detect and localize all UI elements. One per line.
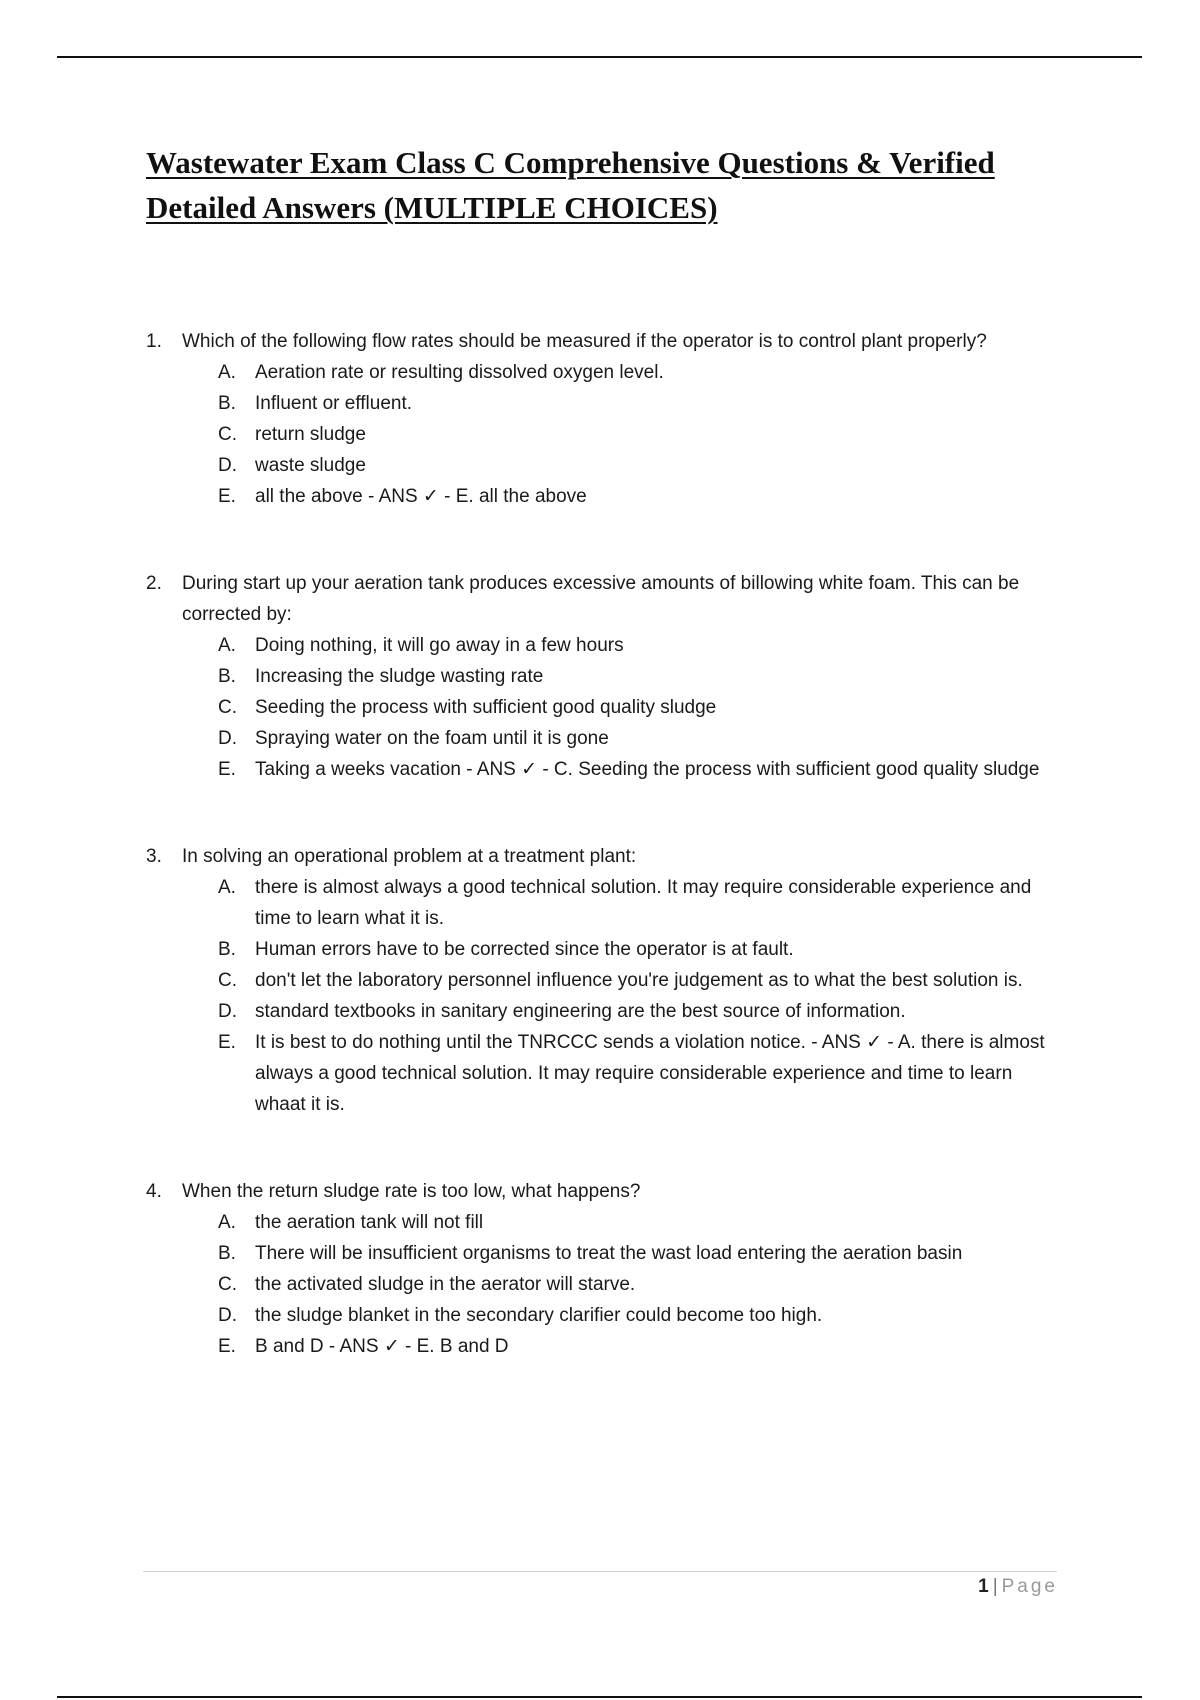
- question-2: [146, 568, 1066, 785]
- option-e: [218, 1027, 1066, 1120]
- option-letter: C.: [218, 697, 237, 718]
- option-a: [218, 357, 1066, 388]
- question-1: [146, 326, 1066, 512]
- option-list: [182, 872, 1066, 1120]
- option-a: [218, 630, 1066, 661]
- option-text: Aeration rate or resulting dissolved oxygen level.: [255, 362, 664, 383]
- option-text: Seeding the process with sufficient good quality sludge: [255, 697, 717, 718]
- option-d: [218, 996, 1066, 1027]
- option-text: standard textbooks in sanitary engineering are the best source of information.: [255, 1001, 906, 1022]
- document-title-text: Wastewater Exam Class C Comprehensive Questions & Verified Detailed Answers (MULTIPLE CHOICES): [146, 145, 995, 225]
- question-number: 3.: [146, 846, 162, 867]
- option-text: all the above - ANS ✓ - E. all the above: [255, 486, 587, 507]
- option-letter: E.: [218, 1032, 236, 1053]
- bottom-rule: [57, 1696, 1142, 1698]
- option-text: Taking a weeks vacation - ANS ✓ - C. Seeding the process with sufficient good quality sludge: [255, 759, 1040, 780]
- option-text: Doing nothing, it will go away in a few hours: [255, 635, 624, 656]
- option-b: [218, 388, 1066, 419]
- option-text: B and D - ANS ✓ - E. B and D: [255, 1336, 509, 1357]
- option-letter: E.: [218, 486, 236, 507]
- option-letter: E.: [218, 1336, 236, 1357]
- option-letter: C.: [218, 1274, 237, 1295]
- page-number: 1: [978, 1576, 989, 1597]
- question-text: Which of the following flow rates should be measured if the operator is to control plant properly?: [182, 331, 987, 352]
- option-e: [218, 1331, 1066, 1362]
- option-a: [218, 1207, 1066, 1238]
- option-letter: A.: [218, 362, 236, 383]
- option-c: [218, 419, 1066, 450]
- question-4: [146, 1176, 1066, 1362]
- footer-separator: |: [992, 1576, 998, 1597]
- option-c: [218, 965, 1066, 996]
- option-text: the aeration tank will not fill: [255, 1212, 484, 1233]
- option-letter: B.: [218, 1243, 236, 1264]
- option-text: waste sludge: [255, 455, 366, 476]
- option-letter: B.: [218, 393, 236, 414]
- option-letter: A.: [218, 877, 236, 898]
- document-title: [146, 140, 1046, 230]
- question-list: [146, 326, 1066, 1362]
- header-rule: [57, 56, 1142, 58]
- question-text: During start up your aeration tank produces excessive amounts of billowing white foam. This can be corrected by:: [182, 573, 1020, 625]
- option-c: [218, 692, 1066, 723]
- question-number: 1.: [146, 331, 162, 352]
- option-letter: C.: [218, 424, 237, 445]
- option-list: [182, 1207, 1066, 1362]
- option-letter: A.: [218, 1212, 236, 1233]
- option-e: [218, 481, 1066, 512]
- option-letter: D.: [218, 455, 237, 476]
- option-b: [218, 1238, 1066, 1269]
- option-text: the activated sludge in the aerator will starve.: [255, 1274, 636, 1295]
- footer-rule: [143, 1571, 1057, 1572]
- question-number: 2.: [146, 573, 162, 594]
- option-letter: C.: [218, 970, 237, 991]
- question-text: In solving an operational problem at a treatment plant:: [182, 846, 637, 867]
- option-text: Influent or effluent.: [255, 393, 413, 414]
- option-text: Increasing the sludge wasting rate: [255, 666, 544, 687]
- option-letter: E.: [218, 759, 236, 780]
- option-b: [218, 661, 1066, 692]
- option-e: [218, 754, 1066, 785]
- option-text: Human errors have to be corrected since the operator is at fault.: [255, 939, 794, 960]
- option-a: [218, 872, 1066, 934]
- question-3: [146, 841, 1066, 1120]
- option-c: [218, 1269, 1066, 1300]
- option-letter: B.: [218, 666, 236, 687]
- option-letter: D.: [218, 728, 237, 749]
- option-letter: D.: [218, 1305, 237, 1326]
- option-d: [218, 1300, 1066, 1331]
- option-d: [218, 723, 1066, 754]
- option-letter: D.: [218, 1001, 237, 1022]
- option-list: [182, 357, 1066, 512]
- option-d: [218, 450, 1066, 481]
- option-text: It is best to do nothing until the TNRCCC sends a violation notice. - ANS ✓ - A. there is almost always a good technical solution. It may require considerable experience and time to learn whaat it is.: [255, 1032, 1045, 1115]
- option-letter: A.: [218, 635, 236, 656]
- option-text: There will be insufficient organisms to treat the wast load entering the aeration basin: [255, 1243, 963, 1264]
- option-text: there is almost always a good technical solution. It may require considerable experience and time to learn what it is.: [255, 877, 1032, 929]
- option-b: [218, 934, 1066, 965]
- question-text: When the return sludge rate is too low, what happens?: [182, 1181, 641, 1202]
- option-text: the sludge blanket in the secondary clarifier could become too high.: [255, 1305, 823, 1326]
- option-letter: B.: [218, 939, 236, 960]
- question-number: 4.: [146, 1181, 162, 1202]
- page-label: Page: [1001, 1576, 1058, 1597]
- option-text: don't let the laboratory personnel influence you're judgement as to what the best solution is.: [255, 970, 1023, 991]
- option-list: [182, 630, 1066, 785]
- page-footer: [978, 1575, 1058, 1599]
- option-text: Spraying water on the foam until it is gone: [255, 728, 609, 749]
- option-text: return sludge: [255, 424, 366, 445]
